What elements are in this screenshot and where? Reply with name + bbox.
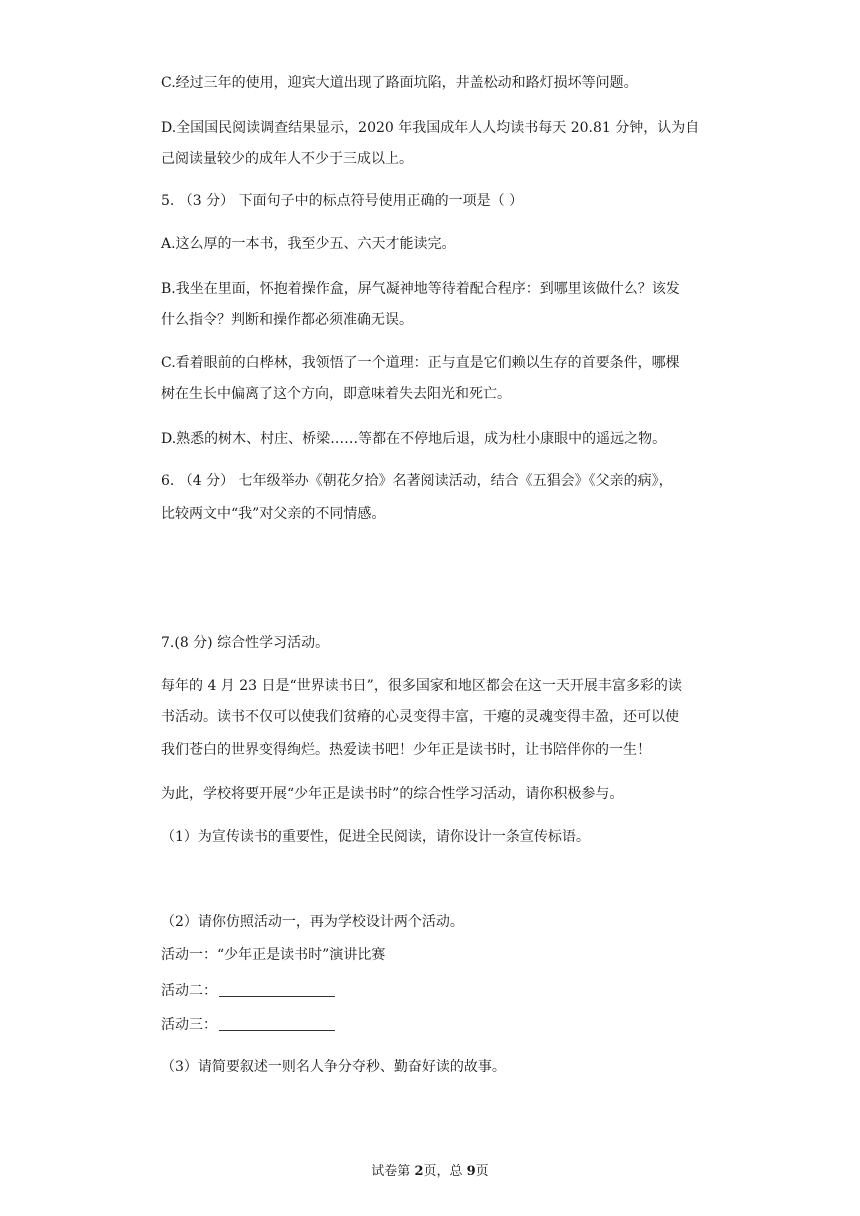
q6-stem-line1: 6. （4 分） 七年级举办《朝花夕拾》名著阅读活动，结合《五猖会》《父亲的病》， (161, 473, 673, 489)
q7-activity-2 (161, 981, 335, 1001)
activity-3-answer-blank[interactable] (219, 1016, 335, 1031)
q5-option-b-line1: B.我坐在里面，怀抱着操作盒，屏气凝神地等待着配合程序：到哪里该做什么？该发 (161, 281, 680, 297)
page-footer (0, 1163, 860, 1181)
q7-sub3: （3）请简要叙述一则名人争分夺秒、勤奋好读的故事。 (161, 1059, 506, 1075)
q7-sub2: （2）请你仿照活动一，再为学校设计两个活动。 (161, 914, 464, 930)
q7-activity-1: 活动一：“少年正是读书时”演讲比赛 (161, 947, 386, 963)
q5-option-a: A.这么厚的一本书，我至少五、六天才能读完。 (161, 236, 456, 252)
q4-option-d-line1: D.全国国民阅读调查结果显示，2020 年我国成年人人均读书每天 20.81 分钟，认为自 (161, 120, 700, 136)
q4-option-d-line2: 己阅读量较少的成年人不少于三成以上。 (161, 151, 413, 167)
q4-option-c: C.经过三年的使用，迎宾大道出现了路面坑陷，井盖松动和路灯损坏等问题。 (161, 75, 638, 91)
footer-prefix: 试卷第 (371, 1164, 415, 1179)
footer-middle: 页，总 (423, 1164, 467, 1179)
q5-option-c-line1: C.看着眼前的白桦林，我领悟了一个道理：正与直是它们赖以生存的首要条件，哪棵 (161, 355, 680, 371)
q5-option-b-line2: 什么指令？判断和操作都必须准确无误。 (161, 312, 413, 328)
q5-option-d: D.熟悉的树木、村庄、桥梁……等都在不停地后退，成为杜小康眼中的遥远之物。 (161, 431, 667, 447)
activity-2-answer-blank[interactable] (219, 982, 335, 997)
footer-total-pages: 9 (466, 1164, 476, 1179)
q7-para2: 为此，学校将要开展“少年正是读书时”的综合性学习活动，请你积极参与。 (161, 786, 624, 802)
q5-option-c-line2: 树在生长中偏离了这个方向，即意味着失去阳光和死亡。 (161, 386, 511, 402)
q7-stem: 7.(8 分) 综合性学习活动。 (161, 635, 330, 651)
q7-para1-line3: 我们苍白的世界变得绚烂。热爱读书吧！少年正是读书时，让书陪伴你的一生！ (161, 742, 651, 758)
footer-page-number: 2 (414, 1164, 424, 1179)
q7-activity-3 (161, 1015, 335, 1035)
q7-para1-line2: 书活动。读书不仅可以使我们贫瘠的心灵变得丰富，干瘪的灵魂变得丰盈，还可以使 (161, 709, 679, 725)
q7-para1-line1: 每年的 4 月 23 日是“世界读书日”，很多国家和地区都会在这一天开展丰富多彩的读 (161, 678, 682, 694)
activity-3-label: 活动三： (161, 1017, 217, 1033)
q6-stem-line2: 比较两文中“我”对父亲的不同情感。 (161, 506, 386, 522)
q7-sub1: （1）为宣传读书的重要性，促进全民阅读，请你设计一条宣传标语。 (161, 829, 590, 845)
footer-suffix: 页 (475, 1164, 489, 1179)
q5-stem: 5. （3 分） 下面句子中的标点符号使用正确的一项是（ ） (161, 193, 524, 209)
activity-2-label: 活动二： (161, 983, 217, 999)
